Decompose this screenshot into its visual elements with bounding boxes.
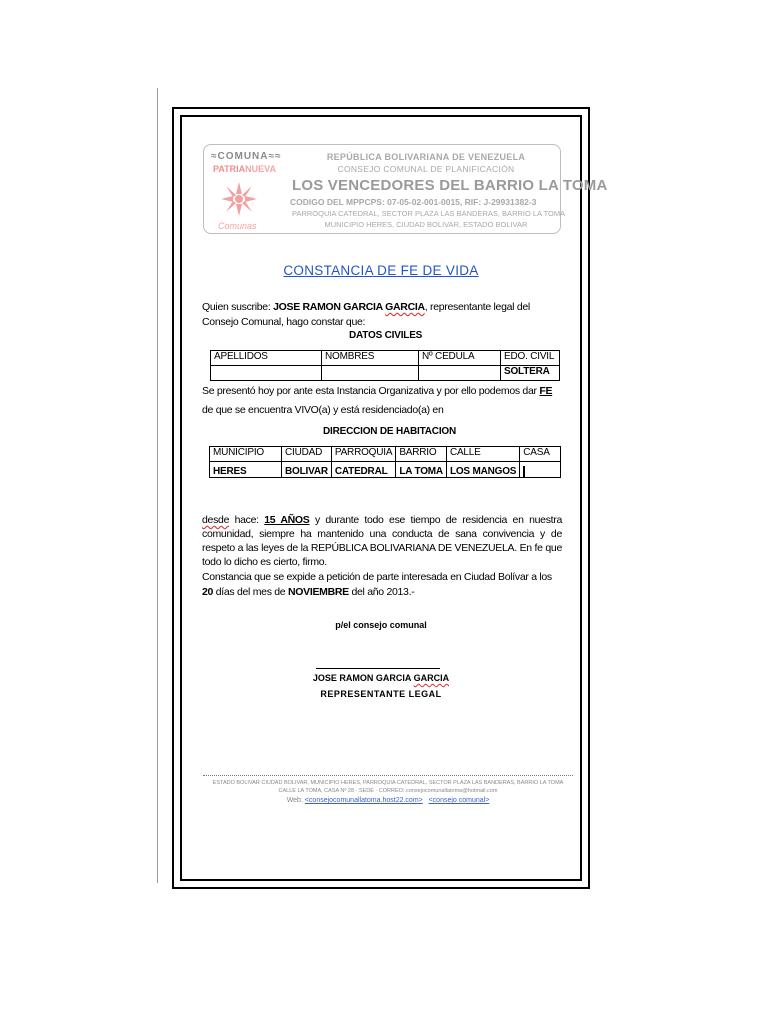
value-cedula [419,366,501,381]
header-casa: CASA [520,447,561,462]
value-edo-civil: SOLTERA [501,366,560,381]
desde-word: desde [202,514,230,526]
table-row [211,366,560,381]
desde-years: 15 AÑOS [264,514,310,526]
letterhead [203,144,608,234]
value-apellidos [211,366,322,381]
datos-civiles-heading: DATOS CIVILES [349,330,423,341]
constancia-text-3: del año 2013.- [348,586,415,598]
comunas-star-logo-icon [218,180,260,218]
table-header-row [211,351,560,366]
letterhead-country: REPÚBLICA BOLIVARIANA DE VENEZUELA [326,152,526,162]
presento-fe: FE [539,385,553,397]
letterhead-community-name: LOS VENCEDORES DEL BARRIO LA TOMA [292,177,608,194]
value-barrio: LA TOMA [396,462,447,478]
constancia-paragraph [202,570,562,600]
letterhead-council: CONSEJO COMUNAL DE PLANIFICACIÓN [337,164,515,174]
header-calle: CALLE [446,447,519,462]
signature-name-first: JOSE RAMON GARCIA [312,673,414,683]
footer-link-website[interactable]: <consejocomunallatoma.host22.com> [304,797,423,804]
signature-label: p/el consejo comunal [335,620,427,630]
direccion-heading: DIRECCION DE HABITACION [323,426,456,437]
table-header-row [210,447,561,462]
header-municipio: MUNICIPIO [210,447,282,462]
footer-contact: CALLE LA TOMA, CASA Nº 28 · SEDE · CORREO: consejocomunallatoma@hotmail.com [278,788,498,794]
signature-name-surname: GARCIA [413,673,450,683]
header-cedula: Nº CEDULA [419,351,501,366]
direccion-table [209,446,561,478]
constancia-day: 20 [202,586,214,598]
letterhead-code-rif: CODIGO DEL MPPCPS: 07-05-02-001-0015, RIF: J-29931382-3 [290,197,537,207]
footer-link-consejo[interactable]: <consejo comunal> [428,797,490,804]
presento-text-2: de que se encuentra VIVO(a) y está residenciado(a) en [202,404,444,416]
constancia-text-1: Constancia que se expide a petición de parte interesada en Ciudad Bolívar a los [202,571,552,583]
signature-name [180,673,582,683]
text-cursor [523,466,525,477]
table-row [210,462,561,478]
letterhead-municipality: MUNICIPIO HERES, CIUDAD BOLIVAR, ESTADO BOLIVAR [324,220,528,229]
header-nombres: NOMBRES [322,351,419,366]
page-margin-line [157,88,158,883]
footer-address: ESTADO BOLIVAR CIUDAD BOLIVAR, MUNICIPIO HERES, PARROQUIA CATEDRAL, SECTOR PLAZA LAS BANDERAS, BARRIO LA TOMA [212,780,564,786]
intro-paragraph [202,300,562,330]
value-nombres [322,366,419,381]
intro-suffix: , representante legal del Consejo Comunal, hago constar que: [202,301,530,328]
logo-comuna-text: ≈COMUNA≈≈ [211,151,282,162]
footer-web-prefix: Web: [286,797,305,804]
presento-paragraph [202,382,562,420]
value-casa [520,462,561,478]
logo-patria: PATRIA [213,164,246,174]
intro-name-surname: GARCIA [385,301,425,313]
signature-role: REPRESENTANTE LEGAL [320,689,442,699]
desde-text-1: hace: [229,514,265,526]
document-title: CONSTANCIA DE FE DE VIDA [283,263,479,278]
header-barrio: BARRIO [396,447,447,462]
header-ciudad: CIUDAD [282,447,332,462]
footer-web [203,797,573,804]
constancia-month: NOVIEMBRE [287,586,349,598]
logo-nueva: NUEVA [245,164,277,174]
value-municipio: HERES [210,462,282,478]
footer-divider [203,775,573,776]
intro-prefix: Quien suscribe: [202,301,274,313]
desde-paragraph [202,513,562,569]
header-apellidos: APELLIDOS [211,351,322,366]
datos-civiles-table [210,350,560,381]
desde-text-2: y durante todo ese tiempo de residencia en nuestra comunidad, siempre ha mantenido una conducta de sana convivencia y de respeto a las leyes de la REPÚBLICA BOLIVARIANA DE VENEZUELA. En fe que todo lo dicho es cierto, firmo. [202,514,563,568]
header-parroquia: PARROQUIA [331,447,395,462]
value-calle: LOS MANGOS [446,462,519,478]
header-edo-civil: EDO. CIVIL [501,351,560,366]
letterhead-parish: PARROQUIA CATEDRAL, SECTOR PLAZA LAS BANDERAS, BARRIO LA TOMA [292,209,566,218]
presento-text-1: Se presentó hoy por ante esta Instancia Organizativa y por ello podemos dar [202,385,540,397]
value-ciudad: BOLIVAR [282,462,332,478]
logo-comunas-text: Comunas [218,221,257,231]
intro-name: JOSE RAMON GARCIA [273,301,386,313]
value-parroquia: CATEDRAL [331,462,395,478]
constancia-text-2: días del mes de [213,586,288,598]
logo-patria-nueva-text [213,164,276,174]
signature-line [316,668,440,669]
